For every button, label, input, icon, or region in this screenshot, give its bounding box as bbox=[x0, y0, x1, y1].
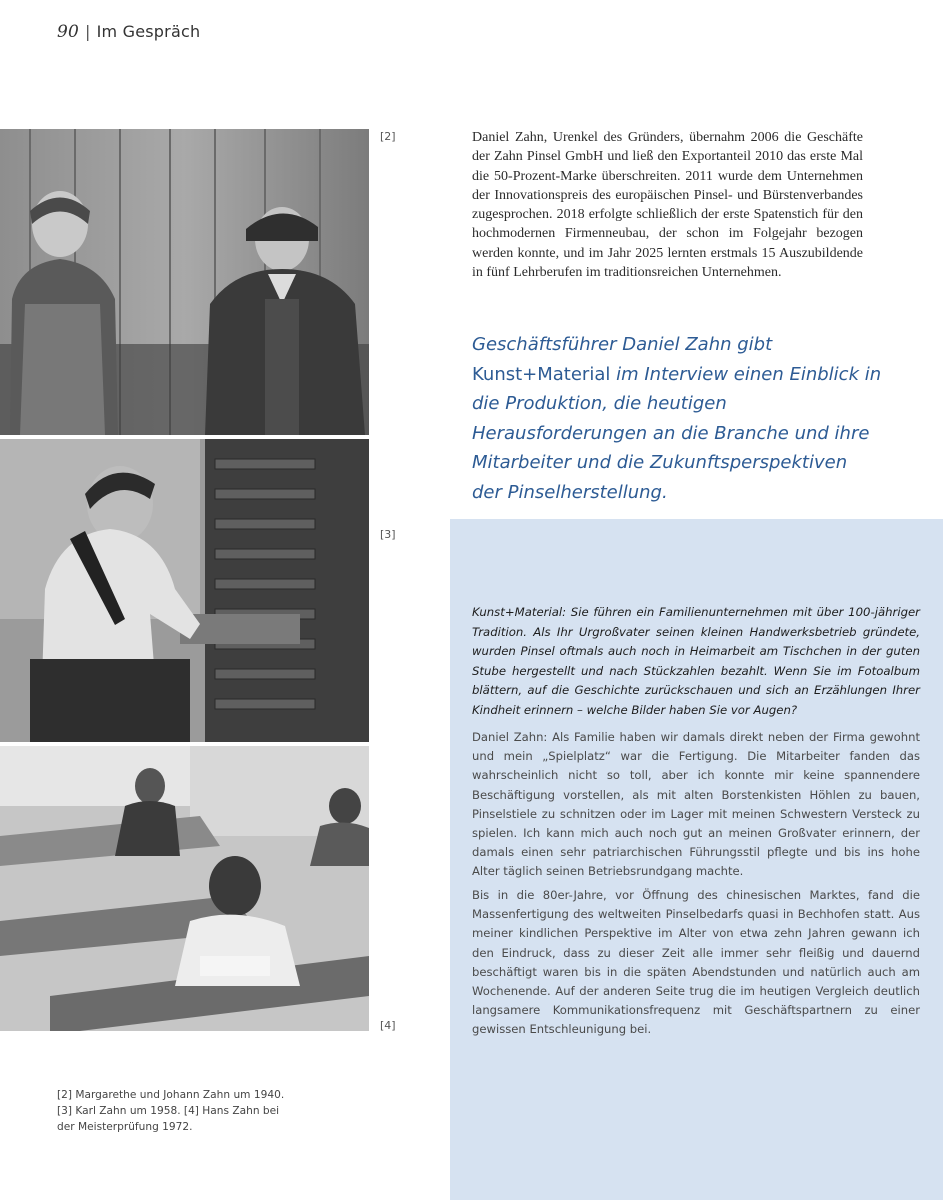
interview-answer-1: Daniel Zahn: Als Familie haben wir damals direkt neben der Firma gewohnt und mein „Spielplatz“ war die Fertigung. Die Mitarbeiter fanden das wahrscheinlich nicht so toll, aber ich konnte mir keine spannendere Beschäftigung vorstellen, als mit alten Borstenkisten Höhlen zu bauen, Pinselstiele zu schnitzen oder im Lager mit meinen Schwestern Versteck zu spielen. Ich kann mich auch noch gut an meinen Großvater erinnern, der damals einen sehr patriarchischen Führungsstil pflegte und bis ins hohe Alter täglich seinen Betriebsrundgang machte. bbox=[472, 730, 920, 879]
pull-quote-start: Geschäftsführer Daniel Zahn gibt bbox=[472, 334, 773, 355]
pull-quote-brand: Kunst+Material bbox=[472, 363, 611, 385]
interview-question: Kunst+Material: Sie führen ein Familienunternehmen mit über 100-jähriger Tradition. Als Ihr Urgroßvater seinen kleinen Handwerksbetrieb gründete, wurden Pinsel oftmals auch noch in Heimarbeit am Tischchen in der guten Stube hergestellt und nach Stückzahlen bezahlt. Wenn Sie im Fotoalbum blättern, auf die Geschichte zurückschauen und sich an Erzählungen Ihrer Kindheit erinnern – welche Bilder haben Sie vor Augen? bbox=[472, 605, 920, 717]
interview-answer-2: Bis in die 80er-Jahre, vor Öffnung des chinesischen Marktes, fand die Massenfertigung des weltweiten Pinselbedarfs quasi in Bechhofen statt. Aus meiner kindlichen Perspektive im Alter von etwa zehn Jahren gewann ich den Eindruck, dass zu dieser Zeit alle immer sehr fleißig und dauernd beschäftigt waren bis in die späten Abendstunden und natürlich auch am Wochenende. Auf der anderen Seite trug die im heutigen Vergleich deutlich langsamere Kommunikationsfrequenz mit Geschäftspartnern zu einer gewissen Entschleunigung bei. bbox=[472, 888, 920, 1037]
figure-ref-2: [2] bbox=[380, 130, 396, 143]
caption-line-1: [2] Margarethe und Johann Zahn um 1940. bbox=[57, 1089, 285, 1101]
figure-ref-4: [4] bbox=[380, 1019, 396, 1032]
page-header bbox=[57, 22, 200, 42]
photo-workshop-1958 bbox=[0, 439, 369, 742]
photo-exam-illustration bbox=[0, 746, 369, 1031]
photo-caption bbox=[57, 1087, 307, 1135]
page-number: 90 bbox=[57, 22, 80, 42]
header-separator: | bbox=[85, 22, 91, 41]
photo-couple-1940 bbox=[0, 129, 369, 435]
pull-quote-end: im Interview einen Einblick in die Produktion, die heutigen Herausforderungen an die Branche und ihre Mitarbeiter und die Zukunftsperspektiven der Pinselherstellung. bbox=[472, 363, 882, 503]
photo-couple-illustration bbox=[0, 129, 369, 435]
section-title: Im Gespräch bbox=[96, 22, 201, 41]
caption-line-3: der Meisterprüfung 1972. bbox=[57, 1121, 193, 1133]
figure-ref-3: [3] bbox=[380, 528, 396, 541]
intro-paragraph: Daniel Zahn, Urenkel des Gründers, übernahm 2006 die Geschäfte der Zahn Pinsel GmbH und ließ den Exportanteil 2010 das erste Mal die 50-Prozent-Marke überschreiten. 2011 wurde dem Unternehmen der Innovationspreis des europäischen Pinsel- und Bürstenverbandes zugesprochen. 2018 erfolgte schließlich der erste Spatenstich für den hochmodernen Firmenneubau, der schon im Folgejahr bezogen werden konnte, und im Jahr 2025 lernten erstmals 15 Auszubildende in fünf Lehrberufen im traditionsreichen Unternehmen. bbox=[472, 130, 863, 281]
pull-quote bbox=[472, 330, 882, 507]
photo-exam-1972 bbox=[0, 746, 369, 1031]
caption-line-2: [3] Karl Zahn um 1958. [4] Hans Zahn bei bbox=[57, 1105, 280, 1117]
photo-workshop-illustration bbox=[0, 439, 369, 742]
